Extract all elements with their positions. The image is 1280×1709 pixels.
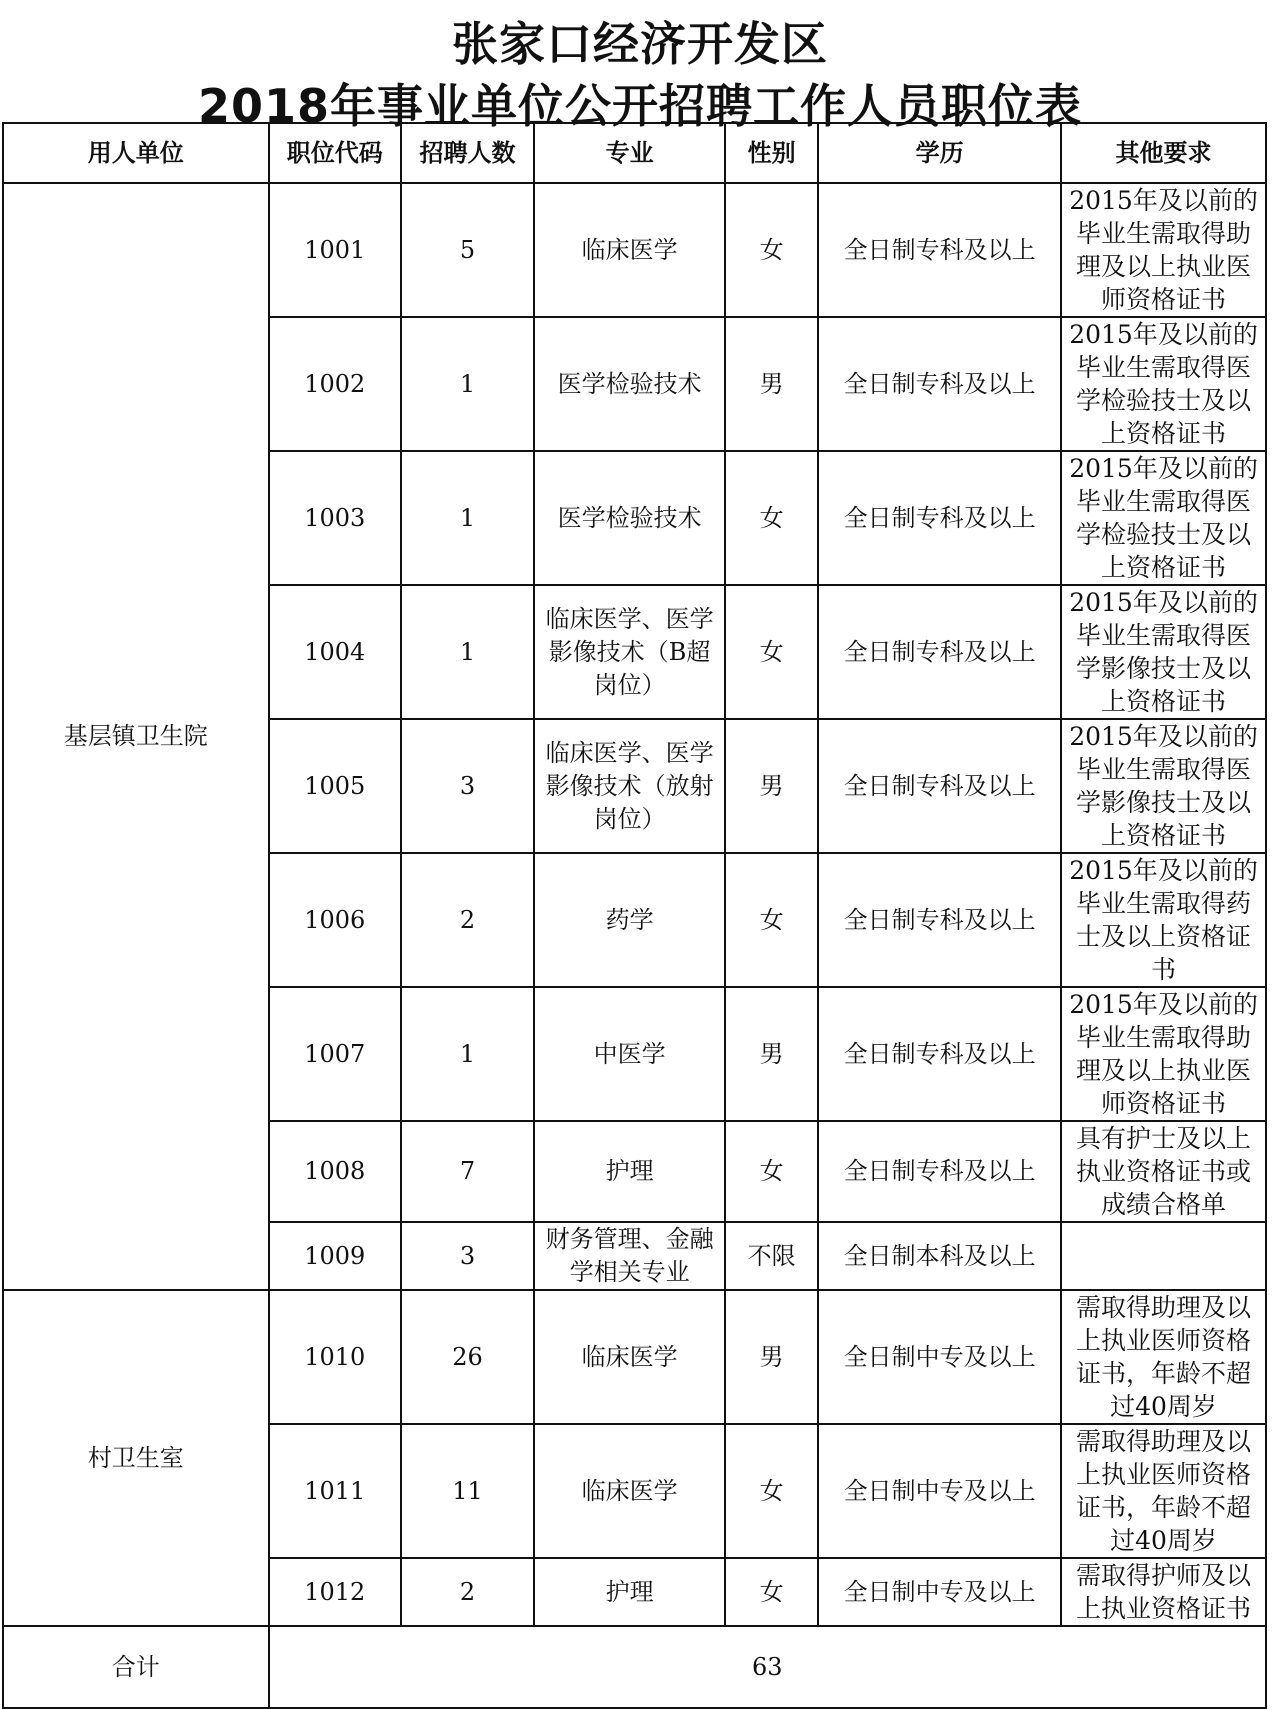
- other-cell: 2015年及以前的毕业生需取得医学检验技士及以上资格证书: [1061, 317, 1266, 451]
- education-cell: 全日制专科及以上: [818, 987, 1061, 1121]
- gender-cell: 男: [725, 1290, 818, 1424]
- table-row: [3, 1290, 1266, 1424]
- major-cell: 护理: [534, 1558, 725, 1626]
- code-cell: 1002: [269, 317, 401, 451]
- header-gender: 性别: [725, 123, 818, 183]
- page-title: 张家口经济开发区: [452, 17, 828, 71]
- count-cell: 1: [401, 585, 534, 719]
- other-cell: 需取得助理及以上执业医师资格证书，年龄不超过40周岁: [1061, 1290, 1266, 1424]
- unit-cell: 村卫生室: [3, 1290, 269, 1626]
- major-cell: 医学检验技术: [534, 451, 725, 585]
- count-cell: 1: [401, 317, 534, 451]
- gender-cell: 不限: [725, 1222, 818, 1290]
- code-cell: 1009: [269, 1222, 401, 1290]
- total-row: [3, 1626, 1266, 1708]
- count-cell: 3: [401, 1222, 534, 1290]
- header-count: 招聘人数: [401, 123, 534, 183]
- count-cell: 11: [401, 1424, 534, 1558]
- major-cell: 医学检验技术: [534, 317, 725, 451]
- unit-cell: 基层镇卫生院: [3, 183, 269, 1290]
- page-subtitle: 2018年事业单位公开招聘工作人员职位表: [197, 79, 1083, 133]
- header-major: 专业: [534, 123, 725, 183]
- total-value: 63: [269, 1626, 1266, 1708]
- education-cell: 全日制专科及以上: [818, 183, 1061, 317]
- gender-cell: 男: [725, 719, 818, 853]
- education-cell: 全日制专科及以上: [818, 719, 1061, 853]
- count-cell: 5: [401, 183, 534, 317]
- other-cell: 2015年及以前的毕业生需取得助理及以上执业医师资格证书: [1061, 183, 1266, 317]
- code-cell: 1008: [269, 1121, 401, 1222]
- other-cell: 2015年及以前的毕业生需取得助理及以上执业医师资格证书: [1061, 987, 1266, 1121]
- major-cell: 中医学: [534, 987, 725, 1121]
- header-other: 其他要求: [1061, 123, 1266, 183]
- gender-cell: 女: [725, 1558, 818, 1626]
- major-cell: 护理: [534, 1121, 725, 1222]
- count-cell: 26: [401, 1290, 534, 1424]
- header-education: 学历: [818, 123, 1061, 183]
- code-cell: 1011: [269, 1424, 401, 1558]
- major-cell: 财务管理、金融学相关专业: [534, 1222, 725, 1290]
- major-cell: 临床医学: [534, 1290, 725, 1424]
- code-cell: 1012: [269, 1558, 401, 1626]
- education-cell: 全日制专科及以上: [818, 1121, 1061, 1222]
- major-cell: 临床医学、医学影像技术（放射岗位）: [534, 719, 725, 853]
- gender-cell: 女: [725, 853, 818, 987]
- gender-cell: 女: [725, 1121, 818, 1222]
- other-cell: 2015年及以前的毕业生需取得医学影像技士及以上资格证书: [1061, 585, 1266, 719]
- job-table: [2, 122, 1267, 1709]
- other-cell: 需取得护师及以上执业资格证书: [1061, 1558, 1266, 1626]
- major-cell: 药学: [534, 853, 725, 987]
- major-cell: 临床医学: [534, 183, 725, 317]
- education-cell: 全日制本科及以上: [818, 1222, 1061, 1290]
- code-cell: 1005: [269, 719, 401, 853]
- header-row: [3, 123, 1266, 183]
- education-cell: 全日制中专及以上: [818, 1558, 1061, 1626]
- other-cell: 需取得助理及以上执业医师资格证书，年龄不超过40周岁: [1061, 1424, 1266, 1558]
- total-label: 合计: [3, 1626, 269, 1708]
- gender-cell: 男: [725, 317, 818, 451]
- count-cell: 1: [401, 987, 534, 1121]
- other-cell: [1061, 1222, 1266, 1290]
- gender-cell: 男: [725, 987, 818, 1121]
- table-row: [3, 183, 1266, 317]
- other-cell: 2015年及以前的毕业生需取得药士及以上资格证书: [1061, 853, 1266, 987]
- code-cell: 1003: [269, 451, 401, 585]
- gender-cell: 女: [725, 585, 818, 719]
- header-unit: 用人单位: [3, 123, 269, 183]
- count-cell: 1: [401, 451, 534, 585]
- header-code: 职位代码: [269, 123, 401, 183]
- education-cell: 全日制专科及以上: [818, 585, 1061, 719]
- other-cell: 2015年及以前的毕业生需取得医学影像技士及以上资格证书: [1061, 719, 1266, 853]
- count-cell: 3: [401, 719, 534, 853]
- education-cell: 全日制专科及以上: [818, 451, 1061, 585]
- code-cell: 1007: [269, 987, 401, 1121]
- code-cell: 1004: [269, 585, 401, 719]
- code-cell: 1010: [269, 1290, 401, 1424]
- count-cell: 2: [401, 853, 534, 987]
- other-cell: 2015年及以前的毕业生需取得医学检验技士及以上资格证书: [1061, 451, 1266, 585]
- other-cell: 具有护士及以上执业资格证书或成绩合格单: [1061, 1121, 1266, 1222]
- gender-cell: 女: [725, 183, 818, 317]
- gender-cell: 女: [725, 1424, 818, 1558]
- education-cell: 全日制专科及以上: [818, 317, 1061, 451]
- gender-cell: 女: [725, 451, 818, 585]
- code-cell: 1001: [269, 183, 401, 317]
- education-cell: 全日制专科及以上: [818, 853, 1061, 987]
- code-cell: 1006: [269, 853, 401, 987]
- major-cell: 临床医学、医学影像技术（B超岗位）: [534, 585, 725, 719]
- education-cell: 全日制中专及以上: [818, 1424, 1061, 1558]
- education-cell: 全日制中专及以上: [818, 1290, 1061, 1424]
- count-cell: 2: [401, 1558, 534, 1626]
- major-cell: 临床医学: [534, 1424, 725, 1558]
- count-cell: 7: [401, 1121, 534, 1222]
